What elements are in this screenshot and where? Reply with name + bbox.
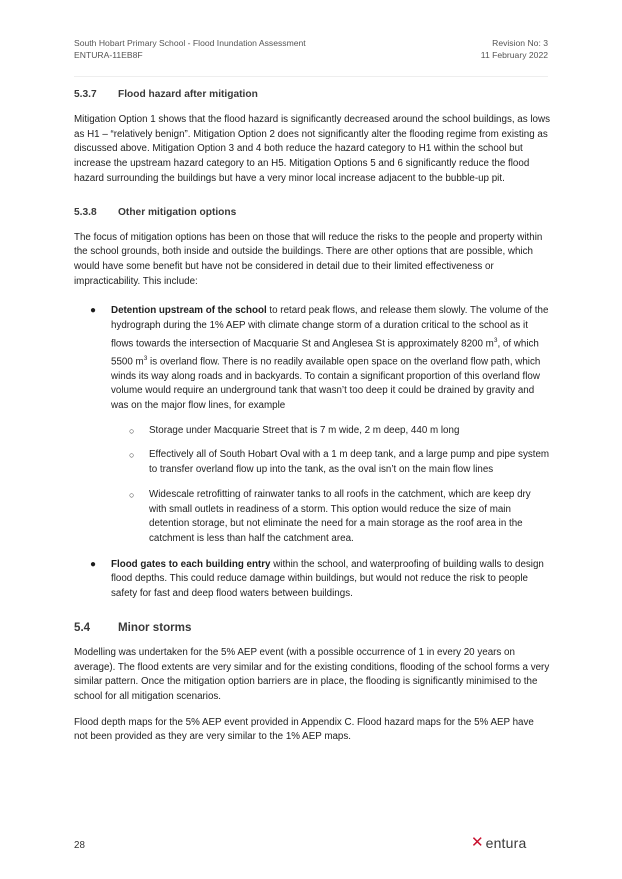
sub-bullet-circle: ○ <box>129 425 135 436</box>
header-date: 11 February 2022 <box>480 50 548 60</box>
bullet-text: is overland flow. There is no readily available open space on the overland flow path, which winds its way along roads and in backyards. To contain a significant proportion of this overland flow volume would require an underground tank that wasn’t too deep it could be drained by gravity and was on the major flow lines, for example <box>111 355 541 412</box>
header-title: South Hobart Primary School - Flood Inundation Assessment <box>74 38 306 48</box>
header-doc-id: ENTURA-11EB8F <box>74 50 143 60</box>
document-body <box>74 88 550 745</box>
section-title: Flood hazard after mitigation <box>118 89 258 100</box>
section-number: 5.3.7 <box>74 89 97 100</box>
header-divider <box>74 76 548 77</box>
superscript: 3 <box>493 336 498 344</box>
bullet-lead: Flood gates to each building entry <box>111 558 271 570</box>
header-revision: Revision No: 3 <box>492 38 548 48</box>
paragraph-flood-hazard-after-mitigation: Mitigation Option 1 shows that the flood hazard is significantly decreased around the school buildings, as lows as H1 – “relatively benign”. Mitigation Option 2 does not significantly alter the flooding regime from existing as discussed above. Mitigation Option 3 and 4 both reduce the hazard category to H1 within the school but increase the upstream hazard category to an H5. Mitigation Options 5 and 6 significantly reduce the flood hazard surrounding the buildings but have a very minor local increase adjacent to the bubble-up pit. <box>74 114 550 184</box>
bullet-text: to retard peak flows, and release them slowly. The volume of the hydrograph during the 1% AEP with climate change storm of a duration critical to the school as it flows towards the intersection of Macquarie St and Anglesea St is approximately 8200 m <box>111 305 549 349</box>
section-heading-5-4 <box>74 621 550 635</box>
section-title: Other mitigation options <box>118 206 237 218</box>
bullet-dot: ● <box>90 305 97 317</box>
sub-item-text: Storage under Macquarie Street that is 7 m wide, 2 m deep, 440 m long <box>149 424 460 436</box>
bullet-text: , of which 5500 m <box>111 338 539 367</box>
superscript: 3 <box>143 354 148 362</box>
list-item-detention-upstream <box>74 304 550 546</box>
sub-list-item <box>111 448 550 477</box>
entura-logo-icon: ✕ <box>471 834 484 851</box>
sub-item-text: Effectively all of South Hobart Oval with a 1 m deep tank, and a large pump and pipe system to transfer overland flow up into the tank, as the oval isn’t on the main flow lines <box>149 449 550 476</box>
sub-item-text: Widescale retrofitting of rainwater tanks to all roofs in the catchment, which are keep dry with small outlets in readiness of a storm. This option would reduce the size of main detention storage, but not eliminate the need for a main storage as the roof area in the catchment is less than half the catchment area. <box>149 488 531 544</box>
sub-bullet-circle: ○ <box>129 489 135 500</box>
list-item-flood-gates <box>74 558 550 602</box>
mitigation-options-list <box>74 304 550 601</box>
bullet-dot: ● <box>90 558 97 570</box>
bullet-text: within the school, and waterproofing of building walls to design flood depths. This could reduce damage within buildings, but would not reduce the risk to people safety for fast and deep flood waters between buildings. <box>111 558 544 600</box>
sub-list-item <box>111 488 550 547</box>
entura-logo-text: entura <box>485 835 527 851</box>
sub-bullet-circle: ○ <box>129 450 135 461</box>
page-header-right <box>481 37 548 61</box>
section-number: 5.3.8 <box>74 206 97 218</box>
section-title: Minor storms <box>118 620 192 634</box>
page-number: 28 <box>74 840 85 851</box>
paragraph-minor-storms-1: Modelling was undertaken for the 5% AEP event (with a possible occurrence of 1 in every 20 years on average). The flood extents are very similar and for the existing conditions, flooding of the school forms a very similar pattern. Once the mitigation option barriers are in place, the flooding is significantly minimised to the school for all mitigation scenarios. <box>74 646 550 702</box>
section-heading-5-3-8 <box>74 206 550 220</box>
section-heading-5-3-7 <box>74 88 550 102</box>
paragraph-minor-storms-2: Flood depth maps for the 5% AEP event provided in Appendix C. Flood hazard maps for the 5% AEP have not been provided as they are very similar to the 1% AEP maps. <box>74 716 534 743</box>
paragraph-other-mitigation-options: The focus of mitigation options has been on those that will reduce the risks to the people and property within the school grounds, both inside and outside the buildings. There are other options that are possible, which would have some benefit but have not be considered in detail due to their limited effectiveness or impracticability. This include: <box>74 231 543 287</box>
entura-logo <box>471 835 526 851</box>
sub-list-item <box>111 424 550 439</box>
section-number: 5.4 <box>74 620 91 634</box>
page-header-left <box>74 37 306 61</box>
bullet-lead: Detention upstream of the school <box>111 305 267 317</box>
